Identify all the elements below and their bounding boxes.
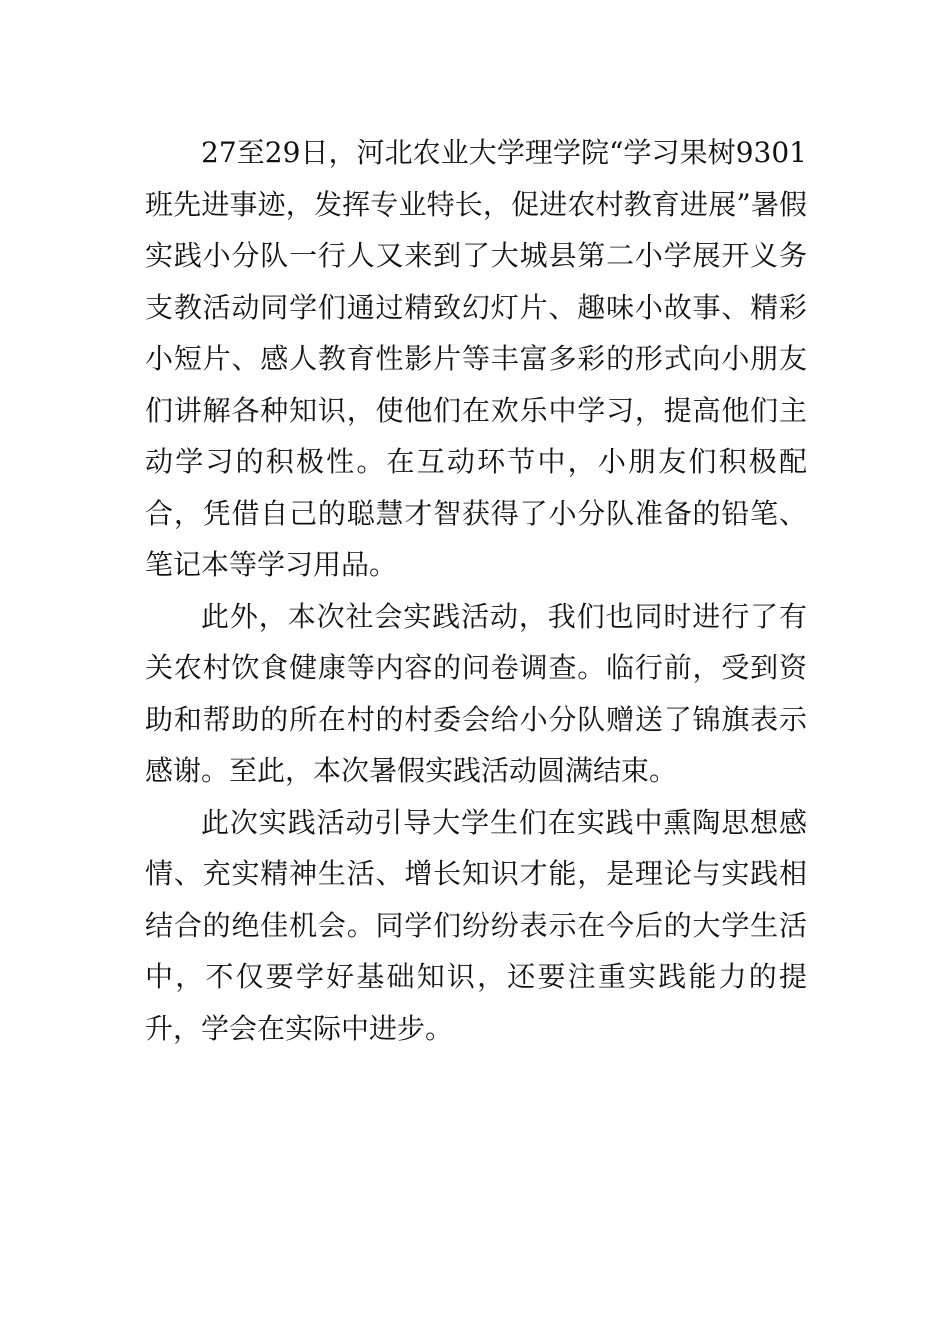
paragraph-volunteer-teaching: 27至29日，河北农业大学理学院“学习果树9301班先进事迹，发挥专业特长，促进农村教育进展”暑假实践小分队一行人又来到了大城县第二小学展开义务支教活动同学们通过精致幻灯片、趣味小故事、精彩小短片、感人教育性影片等丰富多彩的形式向小朋友们讲解各种知识，使他们在欢乐中学习，提高他们主动学习的积极性。在互动环节中，小朋友们积极配合，凭借自己的聪慧才智获得了小分队准备的铅笔、笔记本等学习用品。 [145,136,807,581]
paragraph-activity-significance: 此次实践活动引导大学生们在实践中熏陶思想感情、充实精神生活、增长知识才能，是理论与实践相结合的绝佳机会。同学们纷纷表示在今后的大学生活中，不仅要学好基础知识，还要注重实践能力的提升，学会在实际中进步。 [145,805,807,1045]
paragraph-questionnaire-survey: 此外，本次社会实践活动，我们也同时进行了有关农村饮食健康等内容的问卷调查。临行前，受到资助和帮助的所在村的村委会给小分队赠送了锦旗表示感谢。至此，本次暑假实践活动圆满结束。 [145,599,807,787]
document-body [145,127,807,1054]
